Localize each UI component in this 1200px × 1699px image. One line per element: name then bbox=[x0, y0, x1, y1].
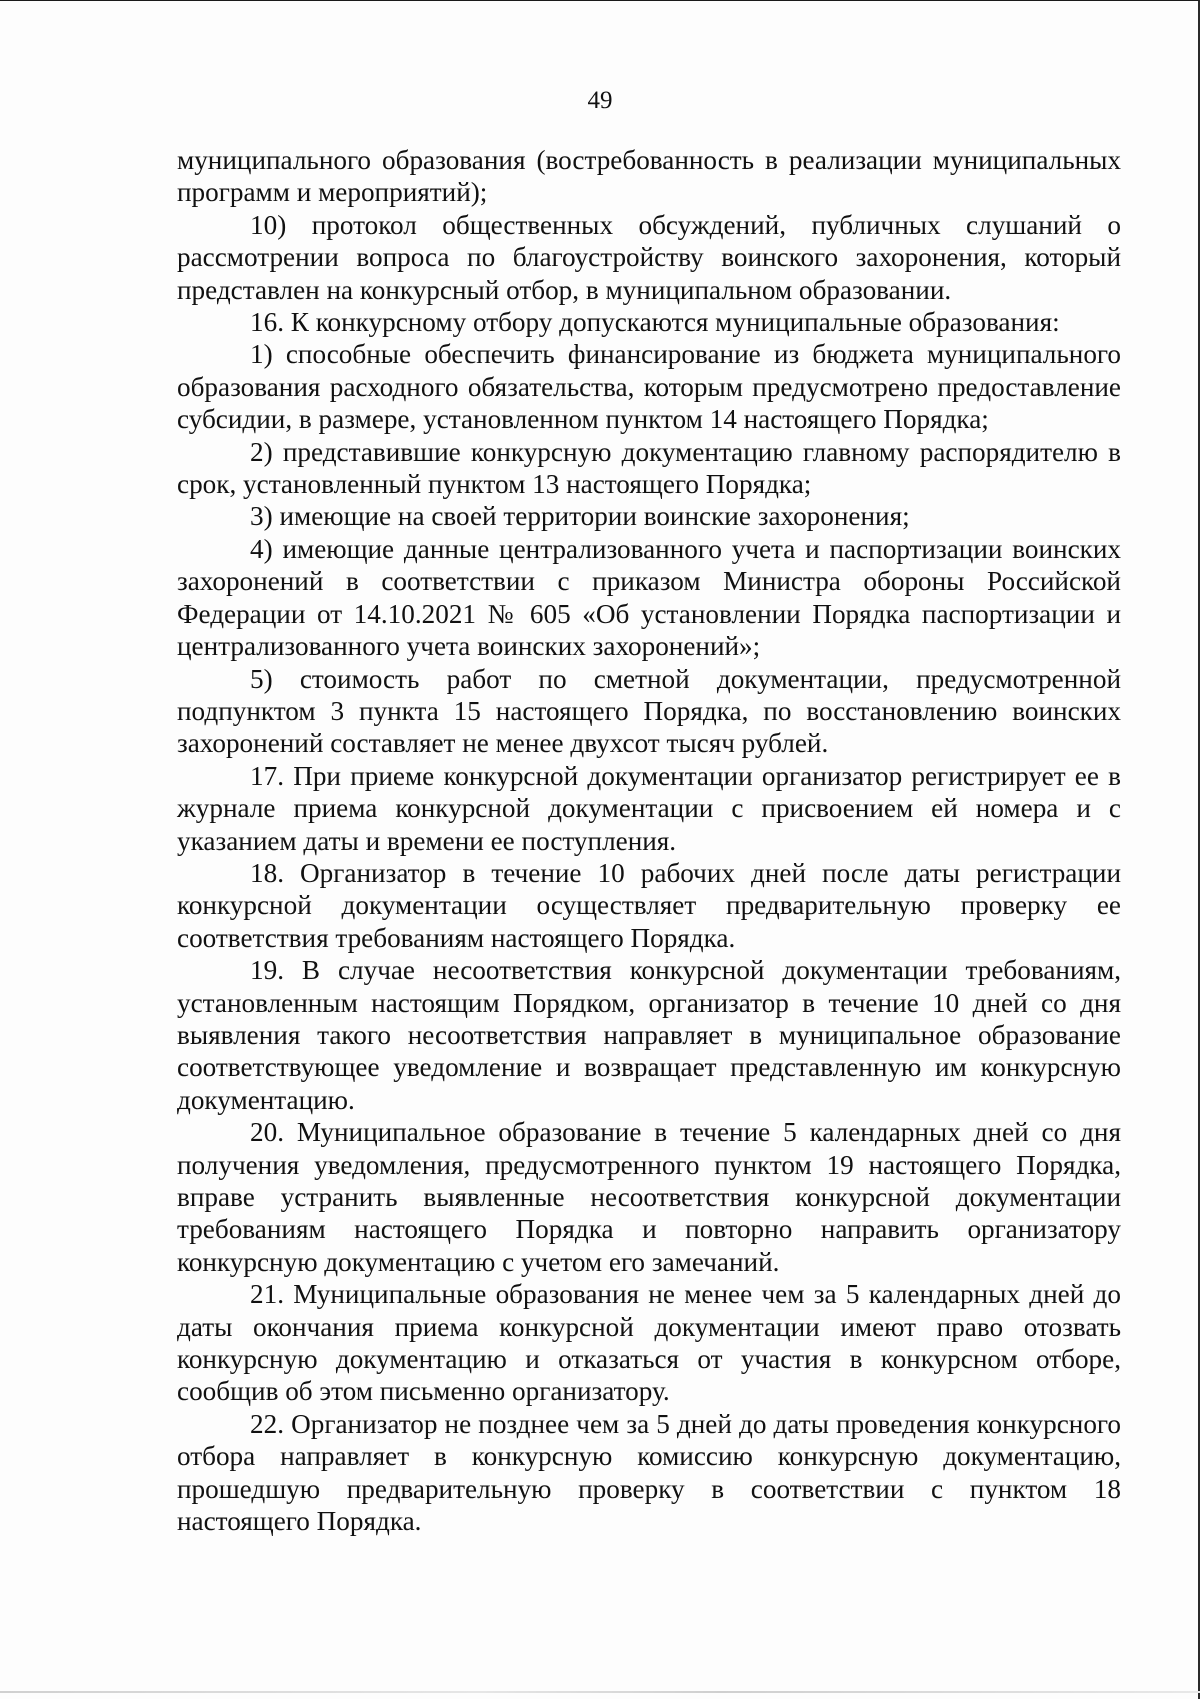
paragraph-subitem-2: 2) представившие конкурсную документацию главному распорядителю в срок, установленный пунктом 13 настоящего Порядка; bbox=[177, 436, 1121, 500]
paragraph-subitem-1: 1) способные обеспечить финансирование из бюджета муниципального образования расходного обязательства, которым предусмотрено предоставление субсидии, в размере, установленном пунктом 14 настоящего Порядка; bbox=[177, 339, 1121, 435]
paragraph-subitem-10: 10) протокол общественных обсуждений, публичных слушаний о рассмотрении вопроса по благоустройству воинского захоронения, который представлен на конкурсный отбор, в муниципальном образовании. bbox=[177, 209, 1121, 305]
paragraph-clause-18: 18. Организатор в течение 10 рабочих дней после даты регистрации конкурсной документации осуществляет предварительную проверку ее соответствия требованиям настоящего Порядка. bbox=[177, 857, 1121, 953]
paragraph-clause-20: 20. Муниципальное образование в течение 5 календарных дней со дня получения уведомления, предусмотренного пунктом 19 настоящего Порядка, вправе устранить выявленные несоответствия конкурсной документации требованиям настоящего Порядка и повторно направить организатору конкурсную документацию с учетом его замечаний. bbox=[177, 1117, 1121, 1277]
page-number: 49 bbox=[587, 87, 613, 114]
paragraph-clause-21: 21. Муниципальные образования не менее чем за 5 календарных дней до даты окончания приема конкурсной документации имеют право отозвать конкурсную документацию и отказаться от участия в конкурсном отборе, сообщив об этом письменно организатору. bbox=[177, 1279, 1121, 1407]
paragraph-subitem-4: 4) имеющие данные централизованного учета и паспортизации воинских захоронений в соответствии с приказом Министра обороны Российской Федерации от 14.10.2021 № 605 «Об установлении Порядка паспортизации и централизованного учета воинских захоронений»; bbox=[177, 533, 1121, 662]
paragraph-continuation: муниципального образования (востребованность в реализации муниципальных программ и мероприятий); bbox=[177, 145, 1121, 208]
paragraph-clause-16: 16. К конкурсному отбору допускаются муниципальные образования: bbox=[250, 307, 1060, 338]
paragraph-clause-22: 22. Организатор не позднее чем за 5 дней до даты проведения конкурсного отбора направляет в конкурсную комиссию конкурсную документацию, прошедшую предварительную проверку в соответствии с пунктом 18 настоящего Порядка. bbox=[177, 1408, 1121, 1537]
paragraph-subitem-3: 3) имеющие на своей территории воинские захоронения; bbox=[250, 501, 910, 532]
paragraph-clause-19: 19. В случае несоответствия конкурсной документации требованиям, установленным настоящим Порядком, организатор в течение 10 дней со дня выявления такого несоответствия направляет в муниципальное образование соответствующее уведомление и возвращает представленную им конкурсную документацию. bbox=[177, 955, 1121, 1115]
paragraph-subitem-5: 5) стоимость работ по сметной документации, предусмотренной подпунктом 3 пункта 15 настоящего Порядка, по восстановлению воинских захоронений составляет не менее двухсот тысяч рублей. bbox=[177, 663, 1121, 759]
scan-edge-line bbox=[0, 1691, 1200, 1693]
paragraph-clause-17: 17. При приеме конкурсной документации организатор регистрирует ее в журнале приема конкурсной документации с присвоением ей номера и с указанием даты и времени ее поступления. bbox=[177, 760, 1121, 856]
document-body bbox=[177, 144, 1121, 1537]
